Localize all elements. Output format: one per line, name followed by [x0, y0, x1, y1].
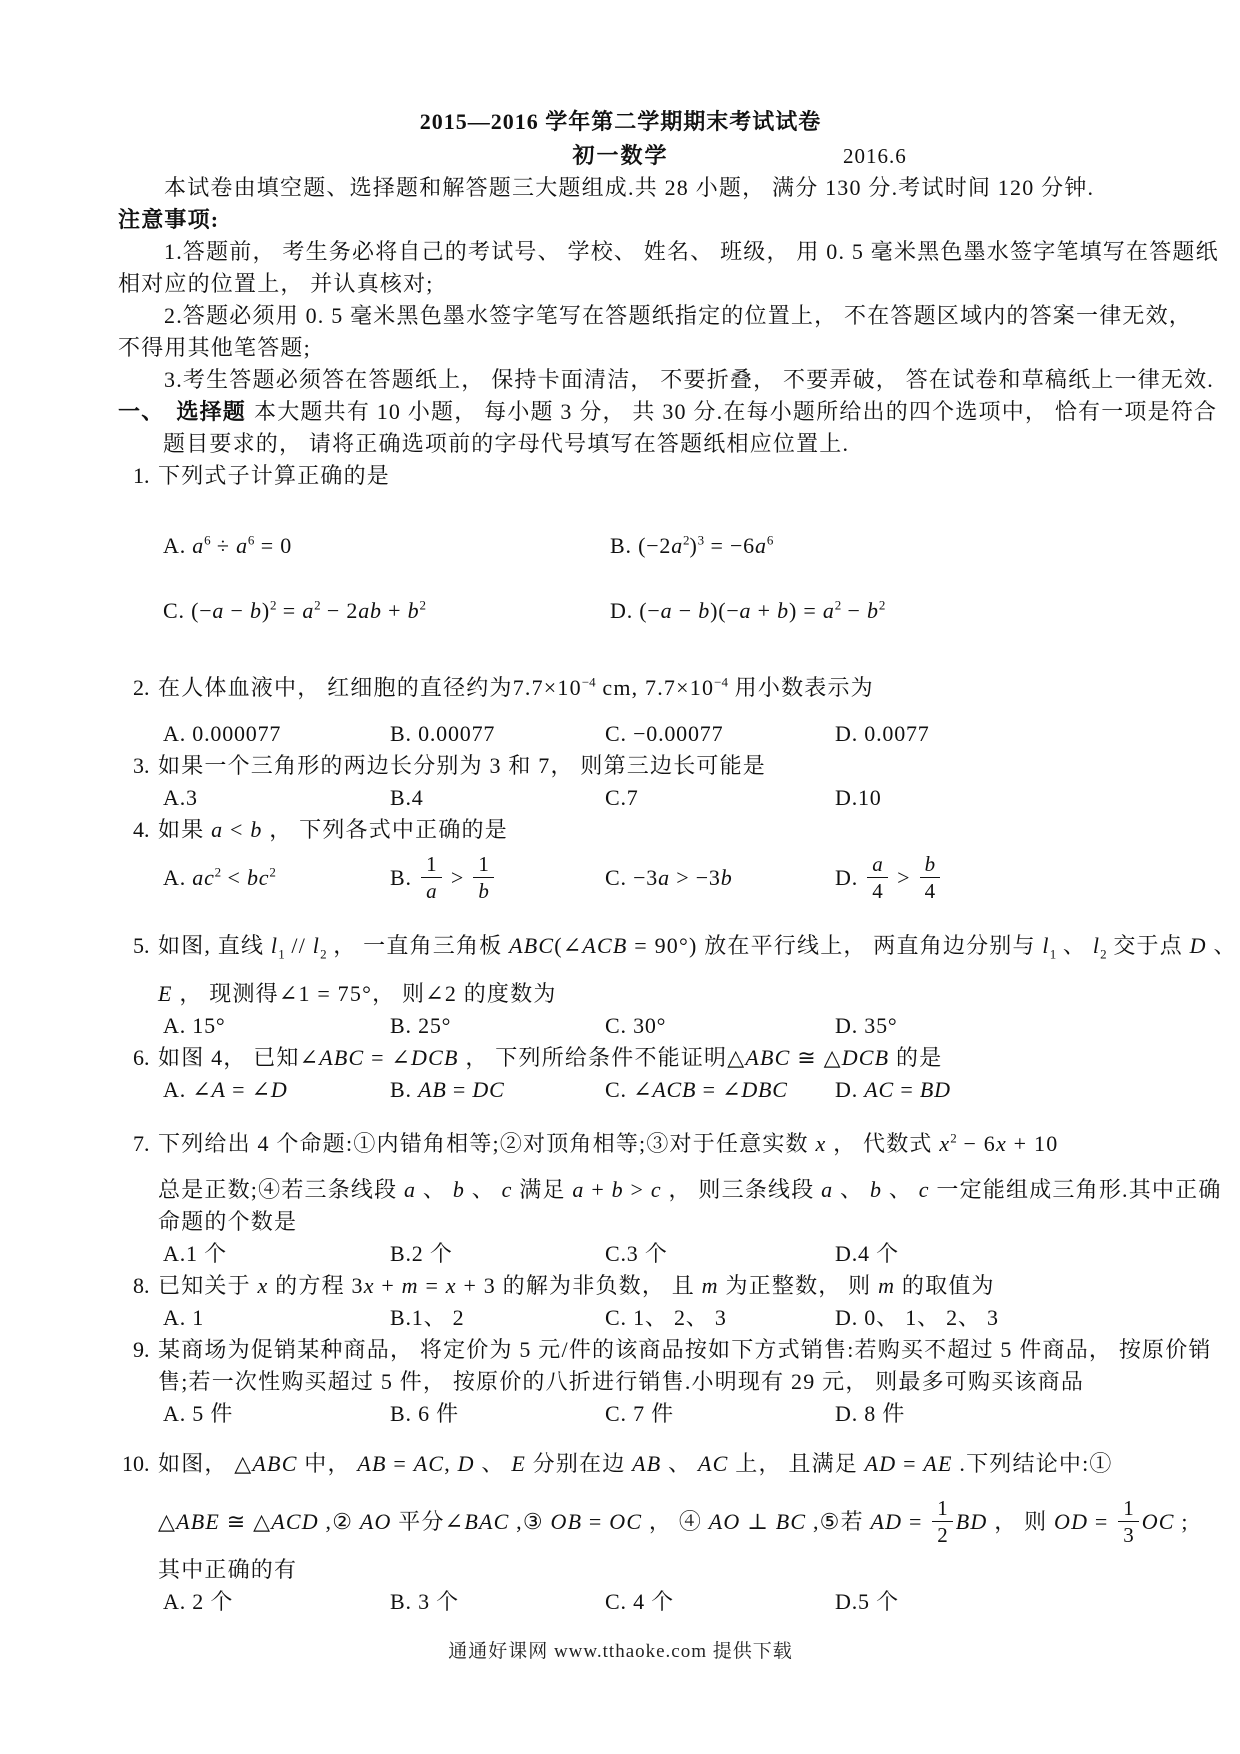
question-4 [118, 814, 1145, 910]
question-4-option-a: A. $ac^2 < bc^2$ [163, 864, 276, 890]
question-4-option-c: C. −3a > −3b [605, 865, 733, 890]
question-3-options-row [163, 782, 1145, 814]
question-9 [118, 1334, 1212, 1430]
question-8-stem: 已知关于 x 的方程 3x + m = x + 3 的解为非负数， 且 m 为正整数， 则 m 的取值为 [158, 1273, 995, 1298]
question-1-number: 1. [133, 463, 150, 488]
question-10-option-d: D.5 个 [835, 1589, 899, 1614]
page-title: 2015—2016 学年第二学期期末考试试卷 [419, 109, 822, 134]
notice-item-2-line-1: 2.答题必须用 0. 5 毫米黑色墨水签字笔写在答题纸指定的位置上， 不在答题区域内的答案一律无效， [164, 303, 1193, 328]
question-6-stem: 如图 4， 已知∠ABC = ∠DCB ， 下列所给条件不能证明△ABC ≅ △DCB 的是 [158, 1045, 943, 1070]
section-number: 一、 [118, 399, 165, 424]
notice-item-1-line-1: 1.答题前， 考生务必将自己的考试号、 学校、 姓名、 班级， 用 0. 5 毫米黑色墨水签字笔填写在答题纸 [164, 239, 1219, 264]
question-5-option-d: D. 35° [835, 1013, 898, 1038]
question-6-option-c: C. ∠ACB = ∠DBC [605, 1077, 788, 1102]
section-desc: 本大题共有 10 小题， 每小题 3 分， 共 30 分.在每小题所给出的四个选项中， 恰有一项是符合 [254, 399, 1218, 424]
question-2-option-b: B. 0.00077 [390, 721, 496, 746]
question-1-stem: 下列式子计算正确的是 [158, 463, 391, 488]
question-7-number: 7. [133, 1131, 150, 1156]
question-8-option-a: A. 1 [163, 1305, 205, 1330]
question-7-stem-line-3: 命题的个数是 [158, 1209, 298, 1234]
question-2-option-d: D. 0.0077 [835, 721, 930, 746]
question-3-stem: 如果一个三角形的两边长分别为 3 和 7， 则第三边长可能是 [158, 753, 767, 778]
question-5-number: 5. [133, 933, 150, 958]
question-4-number: 4. [133, 817, 150, 842]
question-1-option-b: B. $(-2a^2)^3 = -6a^6$ [610, 532, 774, 558]
question-5-stem-line-1: 如图, 直线 $l_1 // l_2$ ， 一直角三角板 ABC(∠ACB = 90°) 放在平行线上， 两直角边分别与 $l_1$ 、 $l_2$ 交于点 D 、 [158, 933, 1237, 962]
question-7 [118, 1128, 1222, 1270]
question-9-stem-line-2: 售;若一次性购买超过 5 件， 按原价的八折进行销售.小明现有 29 元， 则最多可购买该商品 [158, 1369, 1085, 1394]
footer-text: 通通好课网 www.tthaoke.com 提供下载 [448, 1641, 793, 1662]
notice-item-3: 3.考生答题必须答在答题纸上， 保持卡面清洁， 不要折叠， 不要弄破， 答在试卷和草稿纸上一律无效. [164, 367, 1215, 392]
question-3-option-d: D.10 [835, 785, 882, 810]
question-1-options-row-2 [163, 595, 1145, 627]
question-1 [118, 460, 1145, 627]
question-7-option-a: A.1 个 [163, 1241, 227, 1266]
question-8-option-d: D. 0、 1、 2、 3 [835, 1305, 999, 1330]
question-4-options-row [163, 846, 1145, 910]
question-10 [118, 1448, 1189, 1618]
exam-date: 2016.6 [843, 144, 907, 168]
question-5-option-c: C. 30° [605, 1013, 667, 1038]
question-1-options-row-1 [163, 530, 1145, 562]
question-8-number: 8. [133, 1273, 150, 1298]
question-6-option-b: B. AB = DC [390, 1077, 505, 1102]
question-3-option-b: B.4 [390, 785, 424, 810]
question-10-option-b: B. 3 个 [390, 1589, 459, 1614]
question-10-number: 10. [122, 1451, 150, 1476]
question-9-number: 9. [133, 1337, 150, 1362]
question-2-option-c: C. −0.00077 [605, 721, 724, 746]
question-10-option-c: C. 4 个 [605, 1589, 674, 1614]
question-7-options-row [163, 1238, 1145, 1270]
subject-title: 初一数学 [572, 143, 669, 168]
notice-item-1-line-2: 相对应的位置上， 并认真核对; [118, 271, 434, 296]
question-3-option-a: A.3 [163, 785, 198, 810]
question-1-option-a: A. $a^6 \div a^6 = 0$ [163, 532, 293, 558]
section-heading [118, 396, 1218, 428]
question-2-stem: 在人体血液中， 红细胞的直径约为$7.7\times 10^{-4}$ cm, $7.7\times 10^{-4}$ 用小数表示为 [158, 674, 874, 700]
intro-text: 本试卷由填空题、选择题和解答题三大题组成.共 28 小题， 满分 130 分.考试时间 120 分钟. [164, 175, 1095, 200]
question-10-stem-line-2: △ABE ≅ △ACD ,② AO 平分∠BAC ,③ OB = OC ， ④ AO ⊥ BC ,⑤若 AD = $\frac{1}{2}$ BD ， 则 OD = $\frac{1}{3}$ OC ; [158, 1496, 1189, 1548]
question-4-option-d: D. $\frac{a}{4}$ > $\frac{b}{4}$ [835, 846, 943, 910]
question-9-option-a: A. 5 件 [163, 1401, 234, 1426]
question-6-option-a: A. ∠A = ∠D [163, 1077, 288, 1102]
question-7-stem-line-1: 下列给出 4 个命题:①内错角相等;②对顶角相等;③对于任意实数 x ， 代数式 $x^2 - 6x + 10$ [158, 1130, 1059, 1156]
question-10-stem-line-3: 其中正确的有 [158, 1557, 298, 1582]
question-7-option-d: D.4 个 [835, 1241, 899, 1266]
question-2-options-row [163, 718, 1145, 750]
question-8-option-c: C. 1、 2、 3 [605, 1305, 727, 1330]
question-8-options-row [163, 1302, 1145, 1334]
question-1-option-c: C. $(-a - b)^2 = a^2 - 2ab + b^2$ [163, 597, 426, 623]
question-5-option-b: B. 25° [390, 1013, 452, 1038]
section-label: 选择题 [176, 399, 247, 424]
question-7-stem-line-2: 总是正数;④若三条线段 a 、 b 、 c 满足 a + b > c ， 则三条线段 a 、 b 、 c 一定能组成三角形.其中正确 [158, 1177, 1222, 1202]
question-9-option-d: D. 8 件 [835, 1401, 906, 1426]
question-4-option-b: B. $\frac{1}{a}$ > $\frac{1}{b}$ [390, 846, 605, 910]
question-6 [118, 1042, 1145, 1106]
question-10-stem-line-1: 如图， △ABC 中， AB = AC, D 、 E 分别在边 AB 、 AC 上， 且满足 AD = AE .下列结论中:① [158, 1451, 1113, 1476]
question-3 [118, 750, 1145, 814]
question-9-option-c: C. 7 件 [605, 1401, 674, 1426]
subject-row [118, 140, 1145, 172]
question-9-option-b: B. 6 件 [390, 1401, 459, 1426]
question-6-option-d: D. AC = BD [835, 1077, 951, 1102]
question-4-stem: 如果 a < b ， 下列各式中正确的是 [158, 817, 508, 842]
notice-heading: 注意事项: [118, 207, 220, 232]
question-5-option-a: A. 15° [163, 1013, 226, 1038]
question-3-number: 3. [133, 753, 150, 778]
question-2-number: 2. [133, 675, 150, 700]
notice-item-2-line-2: 不得用其他笔答题; [118, 335, 311, 360]
question-10-options-row [163, 1586, 1145, 1618]
question-10-option-a: A. 2 个 [163, 1589, 234, 1614]
question-2-option-a: A. 0.000077 [163, 721, 282, 746]
question-9-stem-line-1: 某商场为促销某种商品， 将定价为 5 元/件的该商品按如下方式销售:若购买不超过 5 件商品， 按原价销 [158, 1337, 1212, 1362]
question-6-options-row [163, 1074, 1145, 1106]
question-9-options-row [163, 1398, 1145, 1430]
question-8-option-b: B.1、 2 [390, 1305, 465, 1330]
question-5-stem-line-2: E ， 现测得∠1 = 75°， 则∠2 的度数为 [158, 981, 557, 1006]
question-6-number: 6. [133, 1045, 150, 1070]
question-3-option-c: C.7 [605, 785, 639, 810]
question-7-option-c: C.3 个 [605, 1241, 668, 1266]
question-2 [118, 672, 1145, 750]
question-1-option-d: D. $(-a - b)(-a + b) = a^2 - b^2$ [610, 597, 886, 623]
question-8 [118, 1270, 1145, 1334]
question-7-option-b: B.2 个 [390, 1241, 453, 1266]
question-5-options-row [163, 1010, 1145, 1042]
section-desc-line-2: 题目要求的， 请将正确选项前的字母代号填写在答题纸相应位置上. [163, 431, 850, 456]
question-5 [118, 930, 1237, 1042]
